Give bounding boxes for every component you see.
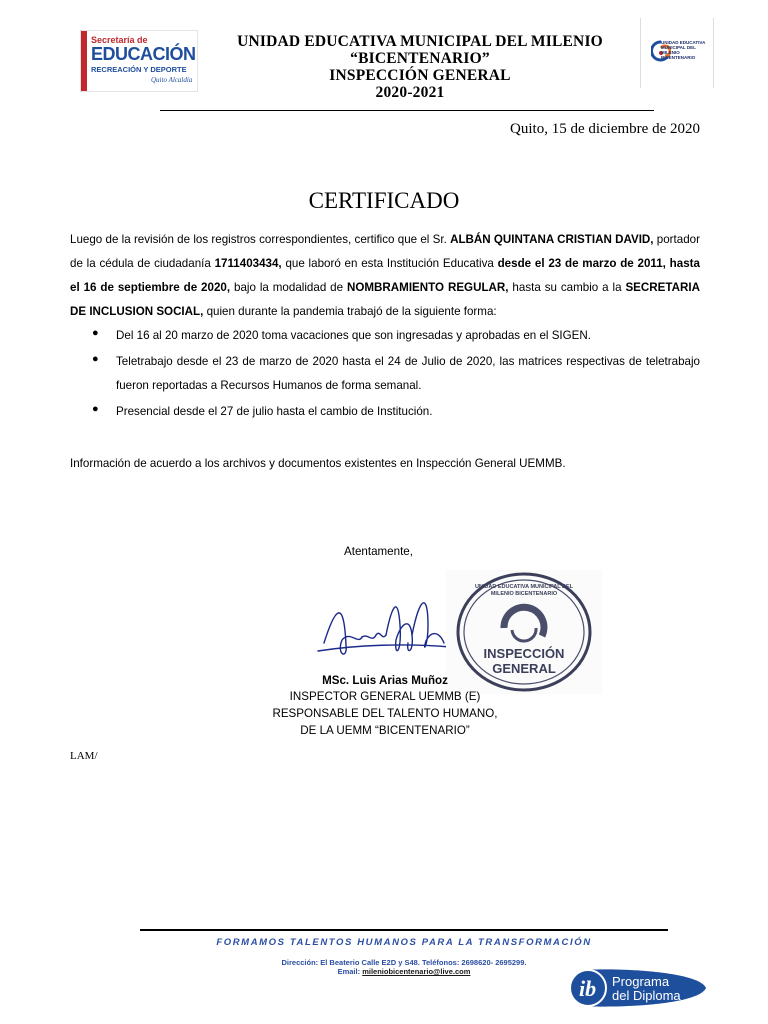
signatory-title3: DE LA UEMM “BICENTENARIO” [300,724,470,737]
bullet-item: Teletrabajo desde el 23 de marzo de 2020 hasta el 24 de Julio de 2020, las matrices respectivas de teletrabajo fueron reportadas a Recursos Humanos de forma semanal. [116,355,700,392]
document-title: CERTIFICADO [308,188,460,213]
employee-name: ALBÁN QUINTANA CRISTIAN DAVID, [450,233,654,246]
initials: LAM/ [70,750,98,762]
footer-address: Dirección: El Beaterio Calle E2D y S48. Teléfonos: 2698620- 2695299. [281,958,527,967]
school-logo-text: UNIDAD EDUCATIVA MUNICIPAL DEL MILENIO BICENTENARIO [661,40,706,60]
header-divider [160,110,654,111]
signatory-title1: INSPECTOR GENERAL UEMMB (E) [289,690,481,703]
logo-accent-bar [81,31,87,91]
main-paragraph [70,228,700,324]
bullet-item: Presencial desde el 27 de julio hasta el cambio de Institución. [116,405,433,418]
new-institution: SECRETARIA DE INCLUSION SOCIAL, [70,281,700,318]
seal-line1: INSPECCIÓN [483,646,565,661]
ib-line1: Programa [612,974,670,989]
body-part2: portador de la cédula de ciudadanía [70,233,700,270]
logo-line2: EDUCACIÓN [91,44,196,64]
footer-email-label: Email: [337,967,361,976]
signatory-name: MSc. Luis Arias Muñoz [322,674,448,687]
intro-text: Luego de la revisión de los registros correspondientes, certifico que el Sr. [70,233,447,246]
svg-text:ib: ib [579,976,597,1001]
signatory-title2: RESPONSABLE DEL TALENTO HUMANO, [272,707,498,720]
body-part4: bajo la modalidad de [234,281,344,294]
seal-line2: GENERAL [492,661,556,676]
body-part3: que laboró en esta Institución Educativa [285,257,494,270]
closing-text: Atentamente, [344,545,413,558]
institution-name: UNIDAD EDUCATIVA MUNICIPAL DEL MILENIO [237,33,603,50]
bullet-icon: ● [92,327,99,339]
ib-diploma-logo [568,968,708,1008]
document-date: Quito, 15 de diciembre de 2020 [510,121,700,137]
ib-line2: del Diploma [612,988,681,1003]
id-number: 1711403434, [214,257,282,270]
seal-top-text: UNIDAD EDUCATIVA MUNICIPAL DEL MILENIO BICENTENARIO [474,584,574,597]
logo-line3: RECREACIÓN Y DEPORTE [91,65,187,74]
department-name: INSPECCIÓN GENERAL [329,67,511,84]
info-paragraph: Información de acuerdo a los archivos y documentos existentes en Inspección General UEMMB. [70,457,566,470]
bullet-icon: ● [92,403,99,415]
bullet-item: Del 16 al 20 marzo de 2020 toma vacaciones que son ingresadas y aprobadas en el SIGEN. [116,329,591,342]
bullet-icon: ● [92,353,99,365]
footer-divider [140,929,668,931]
school-period: 2020-2021 [375,84,445,101]
logo-line4: Quito Alcaldía [151,76,193,84]
footer-slogan: FORMAMOS TALENTOS HUMANOS PARA LA TRANSFORMACIÓN [216,937,592,948]
body-part5: hasta su cambio a la [512,281,622,294]
body-part6: quien durante la pandemia trabajó de la siguiente forma: [206,305,497,318]
signature-image [316,585,456,675]
institution-subname: “BICENTENARIO” [350,50,490,67]
logo-line1: Secretaría de [91,35,148,45]
footer-email-link[interactable]: mileniobicentenario@live.com [362,967,471,976]
employment-dates: desde el 23 de marzo de 2011, hasta el 16 de septiembre de 2020, [70,257,700,294]
modality: NOMBRAMIENTO REGULAR, [347,281,509,294]
